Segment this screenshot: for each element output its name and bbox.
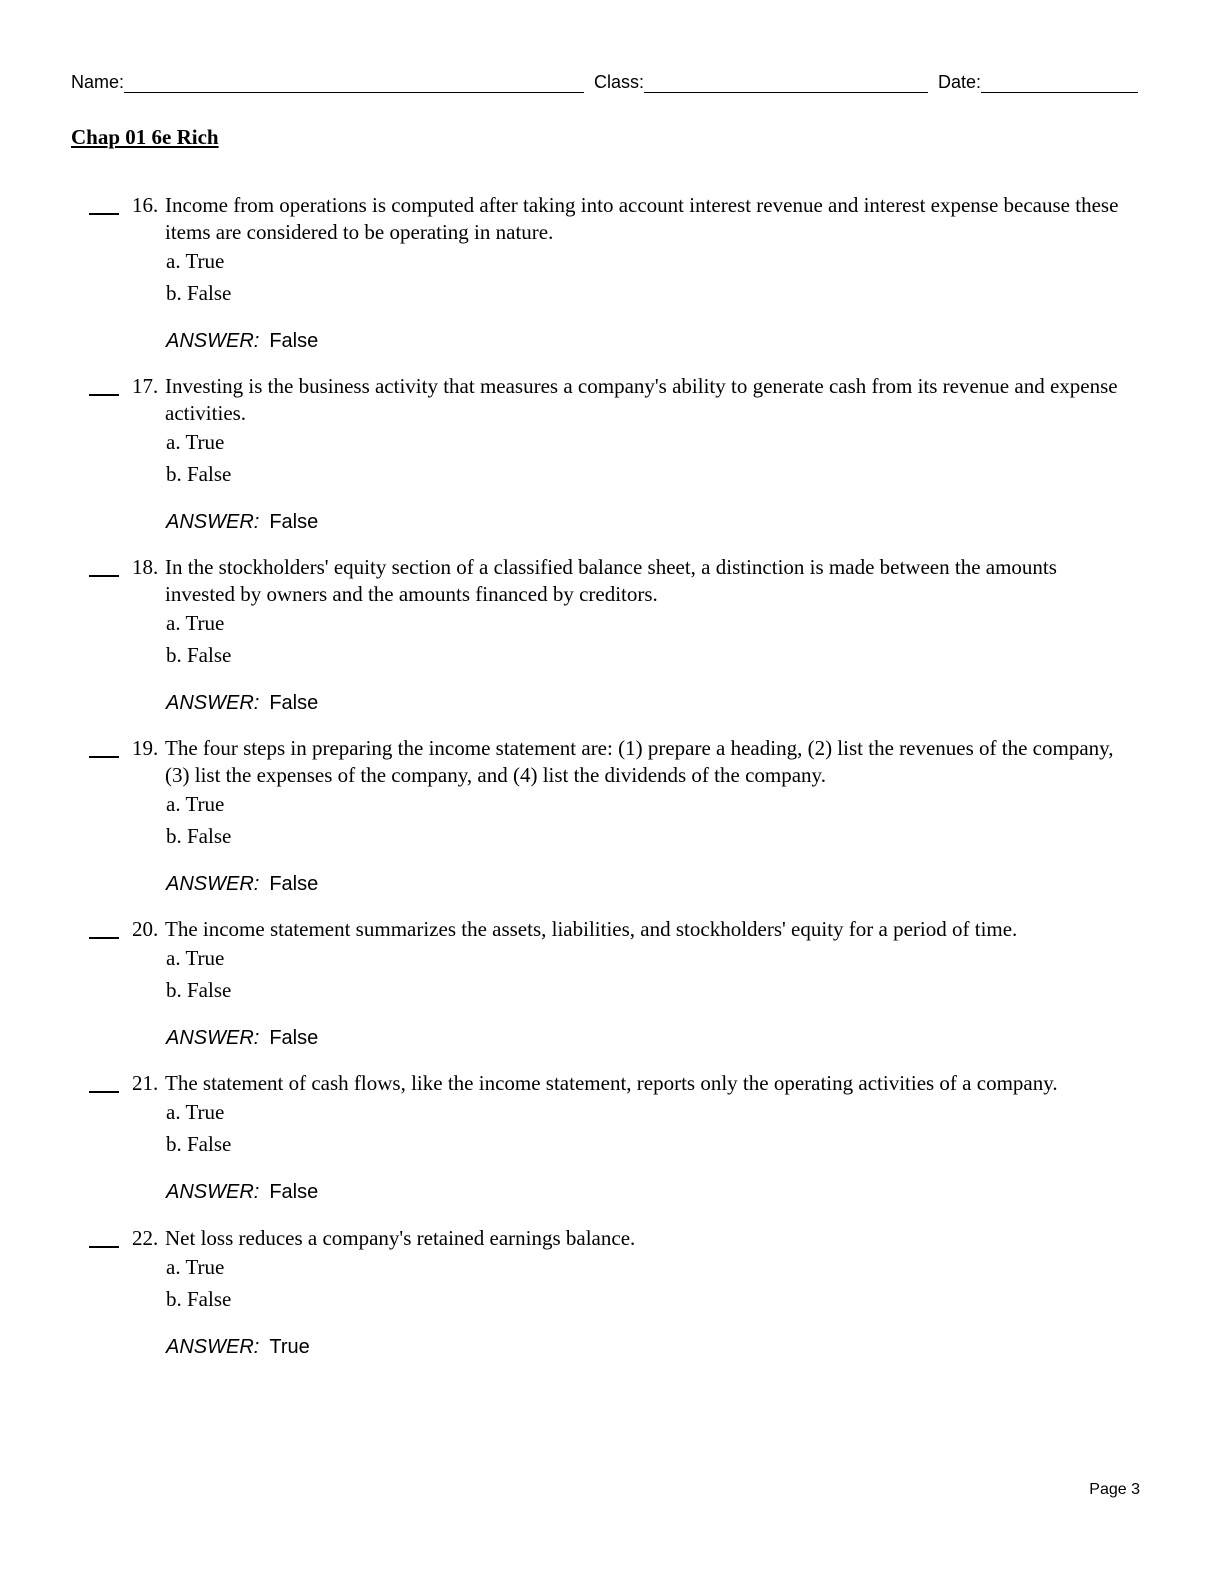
option-false: b. False xyxy=(166,462,232,486)
name-line[interactable] xyxy=(124,72,584,93)
question-text: Net loss reduces a company's retained earnings balance. xyxy=(165,1226,636,1250)
answer-blank[interactable] xyxy=(89,1246,119,1248)
answer-blank[interactable] xyxy=(89,394,119,396)
page-number: Page 3 xyxy=(1089,1481,1140,1498)
answer-line xyxy=(166,509,318,536)
class-field xyxy=(594,72,928,93)
option-true: a. True xyxy=(166,946,225,970)
question-number: 22. xyxy=(132,1226,159,1250)
answer-label: ANSWER: xyxy=(166,511,260,533)
answer-value: False xyxy=(269,1181,319,1203)
name-label: Name: xyxy=(71,72,125,92)
option-true: a. True xyxy=(166,1255,225,1279)
page-title: Chap 01 6e Rich xyxy=(71,125,219,149)
answer-label: ANSWER: xyxy=(166,330,260,352)
answer-label: ANSWER: xyxy=(166,1181,260,1203)
answer-value: False xyxy=(269,692,319,714)
answer-line xyxy=(166,1179,318,1206)
answer-label: ANSWER: xyxy=(166,1336,260,1358)
date-label: Date: xyxy=(938,72,982,92)
answer-value: False xyxy=(269,1027,319,1049)
answer-blank[interactable] xyxy=(89,1091,119,1093)
option-false: b. False xyxy=(166,1287,232,1311)
answer-value: False xyxy=(269,511,319,533)
option-false: b. False xyxy=(166,643,232,667)
date-line[interactable] xyxy=(981,72,1138,93)
question-text: Income from operations is computed after taking into account interest revenue and interest expense because these items are considered to be operating in nature. xyxy=(165,193,1119,244)
class-line[interactable] xyxy=(644,72,928,93)
answer-label: ANSWER: xyxy=(166,873,260,895)
answer-line xyxy=(166,1334,310,1361)
answer-value: False xyxy=(269,873,319,895)
option-false: b. False xyxy=(166,824,232,848)
question-number: 21. xyxy=(132,1071,159,1095)
answer-line xyxy=(166,690,318,717)
name-field xyxy=(71,72,584,93)
option-true: a. True xyxy=(166,611,225,635)
class-label: Class: xyxy=(594,72,645,92)
question-number: 17. xyxy=(132,374,159,398)
question-text: The statement of cash flows, like the income statement, reports only the operating activities of a company. xyxy=(165,1071,1058,1095)
answer-label: ANSWER: xyxy=(166,692,260,714)
question-number: 19. xyxy=(132,736,159,760)
option-false: b. False xyxy=(166,978,232,1002)
question-text: The four steps in preparing the income statement are: (1) prepare a heading, (2) list the revenues of the company, (3) list the expenses of the company, and (4) list the dividends of the company. xyxy=(165,736,1114,787)
option-false: b. False xyxy=(166,1132,232,1156)
question-number: 18. xyxy=(132,555,159,579)
option-true: a. True xyxy=(166,792,225,816)
answer-line xyxy=(166,1025,318,1052)
header xyxy=(71,72,1141,98)
option-true: a. True xyxy=(166,1100,225,1124)
option-true: a. True xyxy=(166,430,225,454)
question-number: 20. xyxy=(132,917,159,941)
question-number: 16. xyxy=(132,193,159,217)
answer-label: ANSWER: xyxy=(166,1027,260,1049)
answer-blank[interactable] xyxy=(89,213,119,215)
date-field xyxy=(938,72,1138,93)
option-true: a. True xyxy=(166,249,225,273)
answer-blank[interactable] xyxy=(89,756,119,758)
option-false: b. False xyxy=(166,281,232,305)
question-text: Investing is the business activity that measures a company's ability to generate cash from its revenue and expense activities. xyxy=(165,374,1118,425)
answer-value: True xyxy=(269,1336,310,1358)
answer-line xyxy=(166,328,318,355)
question-text: The income statement summarizes the assets, liabilities, and stockholders' equity for a period of time. xyxy=(165,917,1018,941)
answer-line xyxy=(166,871,318,898)
answer-blank[interactable] xyxy=(89,575,119,577)
question-text: In the stockholders' equity section of a classified balance sheet, a distinction is made between the amounts invested by owners and the amounts financed by creditors. xyxy=(165,555,1057,606)
answer-blank[interactable] xyxy=(89,937,119,939)
answer-value: False xyxy=(269,330,319,352)
